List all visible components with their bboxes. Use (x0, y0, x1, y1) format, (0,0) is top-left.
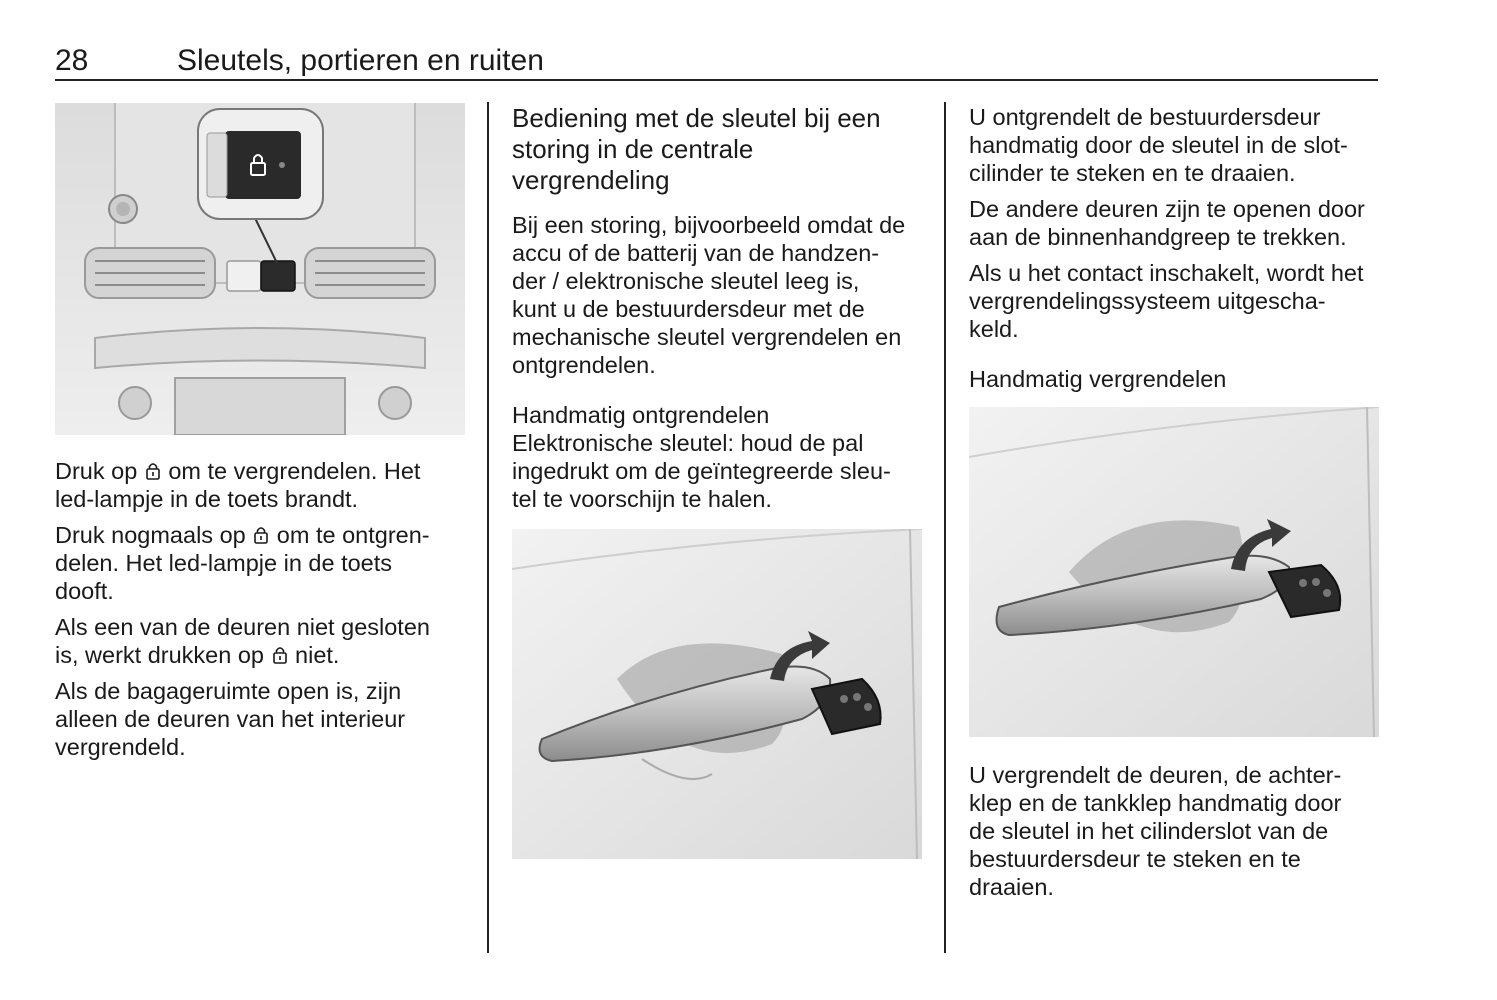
text: klep en de tankklep handmatig door (969, 790, 1342, 816)
text: Als de bagageruimte open is, zijn (55, 678, 402, 704)
door-handle-unlock-figure (512, 529, 922, 859)
text: Bediening met de sleutel bij een (512, 103, 881, 133)
dashboard-lock-button-figure (55, 103, 465, 435)
text: vergrendeling (512, 165, 670, 195)
column-2 (512, 103, 924, 859)
text: niet. (288, 642, 340, 668)
text: draaien. (969, 874, 1054, 900)
text: Als u het contact inschakelt, wordt het (969, 260, 1364, 286)
paragraph-lock-instruction (55, 457, 465, 513)
text: der / elektronische sleutel leeg is, (512, 268, 860, 294)
paragraph-unlock-driver-door (969, 103, 1381, 187)
text: alleen de deuren van het interieur (55, 706, 406, 732)
text: ingedrukt om de geïntegreerde sleu- (512, 458, 891, 484)
paragraph-unlock-instruction (55, 521, 465, 605)
text: vergrendelingssysteem uitgescha- (969, 288, 1326, 314)
text: is, werkt drukken op (55, 642, 264, 668)
text: de sleutel in het cilinderslot van de (969, 818, 1329, 844)
text: om te ontgren- (270, 522, 430, 548)
text: ontgrendelen. (512, 352, 656, 378)
column-1 (55, 103, 465, 761)
text: Elektronische sleutel: houd de pal (512, 430, 864, 456)
text: aan de binnenhandgreep te trekken. (969, 224, 1347, 250)
door-handle-lock-figure (969, 407, 1379, 737)
paragraph-electronic-key (512, 429, 924, 513)
page-header (55, 42, 1378, 80)
text: keld. (969, 316, 1019, 342)
text: Bij een storing, bijvoorbeeld omdat de (512, 212, 906, 238)
column-divider-2 (944, 102, 946, 953)
text: delen. Het led-lampje in de toets (55, 550, 393, 576)
text: tel te voorschijn te halen. (512, 486, 772, 512)
section-heading (512, 103, 924, 196)
paragraph-luggage-open (55, 677, 465, 761)
text: U ontgrendelt de bestuurdersdeur (969, 104, 1321, 130)
text: kunt u de bestuurdersdeur met de (512, 296, 865, 322)
text: cilinder te steken en te draaien. (969, 160, 1296, 186)
paragraph-door-not-closed (55, 613, 465, 669)
column-3 (969, 103, 1381, 901)
text: Druk nogmaals op (55, 522, 246, 548)
subheading-manual-lock: Handmatig vergrendelen (969, 366, 1227, 392)
text: led-lampje in de toets brandt. (55, 486, 359, 512)
text: bestuurdersdeur te steken en te (969, 846, 1301, 872)
subheading-manual-unlock: Handmatig ontgrendelen (512, 402, 770, 428)
text: vergrendeld. (55, 734, 186, 760)
chapter-title: Sleutels, portieren en ruiten (177, 44, 544, 77)
lock-icon (253, 525, 269, 545)
paragraph-other-doors (969, 195, 1381, 251)
text: Als een van de deuren niet gesloten (55, 614, 430, 640)
paragraph-lock-doors (969, 761, 1381, 901)
header-rule (55, 79, 1378, 81)
paragraph-ignition (969, 259, 1381, 343)
page-number: 28 (55, 44, 89, 77)
column-divider-1 (487, 102, 489, 953)
lock-icon (145, 461, 161, 481)
text: storing in de centrale (512, 134, 754, 164)
text: De andere deuren zijn te openen door (969, 196, 1365, 222)
paragraph-malfunction (512, 211, 924, 379)
text: handmatig door de sleutel in de slot- (969, 132, 1348, 158)
text: dooft. (55, 578, 114, 604)
text: mechanische sleutel vergrendelen en (512, 324, 902, 350)
text: Druk op (55, 458, 138, 484)
text: accu of de batterij van de handzen- (512, 240, 880, 266)
text: om te vergrendelen. Het (161, 458, 421, 484)
lock-icon (272, 645, 288, 665)
text: U vergrendelt de deuren, de achter- (969, 762, 1342, 788)
